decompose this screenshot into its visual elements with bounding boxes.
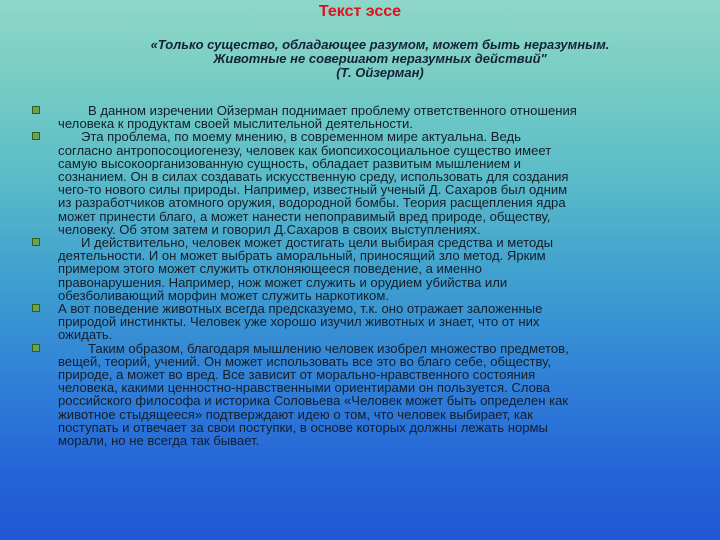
bullet-icon <box>32 344 40 352</box>
quote-line: «Только существо, обладающее разумом, может быть неразумным. <box>150 37 610 52</box>
paragraph-line: деятельности. И он может выбрать аморальный, приносящий зло метод. Ярким <box>58 248 546 264</box>
bullet-icon <box>32 304 40 312</box>
essay-paragraph-4 <box>0 302 720 342</box>
paragraph-line: ожидать. <box>58 327 113 343</box>
paragraph-line: из разработчиков атомного оружия, водородной бомбы. Теория расщепления ядра <box>58 195 566 211</box>
bullet-icon <box>32 106 40 114</box>
essay-body <box>0 104 720 447</box>
bullet-icon <box>32 238 40 246</box>
paragraph-line: обезболивающий морфин может служить наркотиком. <box>58 287 389 303</box>
paragraph-line: И действительно, человек может достигать цели выбирая средства и методы <box>81 235 554 251</box>
quote-author: (Т. Ойзерман) <box>336 65 424 80</box>
paragraph-line: Эта проблема, по моему мнению, в современном мире актуальна. Ведь <box>81 129 521 145</box>
essay-paragraph-1 <box>0 104 720 130</box>
essay-paragraph-2 <box>0 130 720 236</box>
bullet-icon <box>32 132 40 140</box>
epigraph-quote <box>70 38 690 80</box>
essay-paragraph-3 <box>0 236 720 302</box>
paragraph-line: может принести благо, а может нанести непоправимый вред природе, обществу, <box>58 208 551 224</box>
paragraph-line: вещей, теорий, учений. Он может использовать все это во благо себе, обществу, <box>58 353 551 369</box>
quote-line: Животные не совершают неразумных действий" <box>213 51 547 66</box>
paragraph-line: природой инстинкты. Человек уже хорошо изучил животных и знает, что от них <box>58 314 540 330</box>
paragraph-line: В данном изречении Ойзерман поднимает проблему ответственного отношения <box>88 103 577 118</box>
paragraph-line: правонарушения. Например, нож может служить и орудием убийства или <box>58 274 508 290</box>
paragraph-line: природе, а может во вред. Все зависит от морально-нравственного состояния <box>58 367 536 383</box>
paragraph-line: примером этого может служить отклоняющееся поведение, а именно <box>58 261 482 277</box>
paragraph-line: А вот поведение животных всегда предсказуемо, т.к. оно отражает заложенные <box>58 301 543 317</box>
essay-paragraph-5 <box>0 342 720 448</box>
paragraph-line: поступать и отвечает за свои поступки, в основе которых должны лежать нормы <box>58 419 548 435</box>
paragraph-line: чего-то нового силы природы. Например, известный ученый Д. Сахаров был одним <box>58 182 568 198</box>
slide-title: Текст эссе <box>318 3 402 20</box>
paragraph-line: сознанием. Он в силах создавать искусственную среду, использовать для создания <box>58 169 569 185</box>
paragraph-line: самую высокоорганизованную сущность, обладает развитым мышлением и <box>58 155 521 171</box>
paragraph-line: Таким образом, благодаря мышлению человек изобрел множество предметов, <box>88 340 569 356</box>
paragraph-line: человеку. Об этом затем и говорил Д.Сахаров в своих выступлениях. <box>58 221 481 237</box>
paragraph-line: согласно антропосоциогенезу, человек как биопсихосоциальное существо имеет <box>58 142 552 158</box>
paragraph-line: человека к продуктам своей мыслительной деятельности. <box>58 116 413 132</box>
paragraph-line: российского философа и историка Соловьева «Человек может быть определен как <box>58 393 569 409</box>
paragraph-line: человека, какими ценностно-нравственными ориентирами он пользуется. Слова <box>58 380 550 396</box>
paragraph-line: морали, но не всегда так бывает. <box>58 433 260 449</box>
paragraph-line: животное стыдящееся» подтверждают идею о том, что человек выбирает, как <box>58 406 533 422</box>
